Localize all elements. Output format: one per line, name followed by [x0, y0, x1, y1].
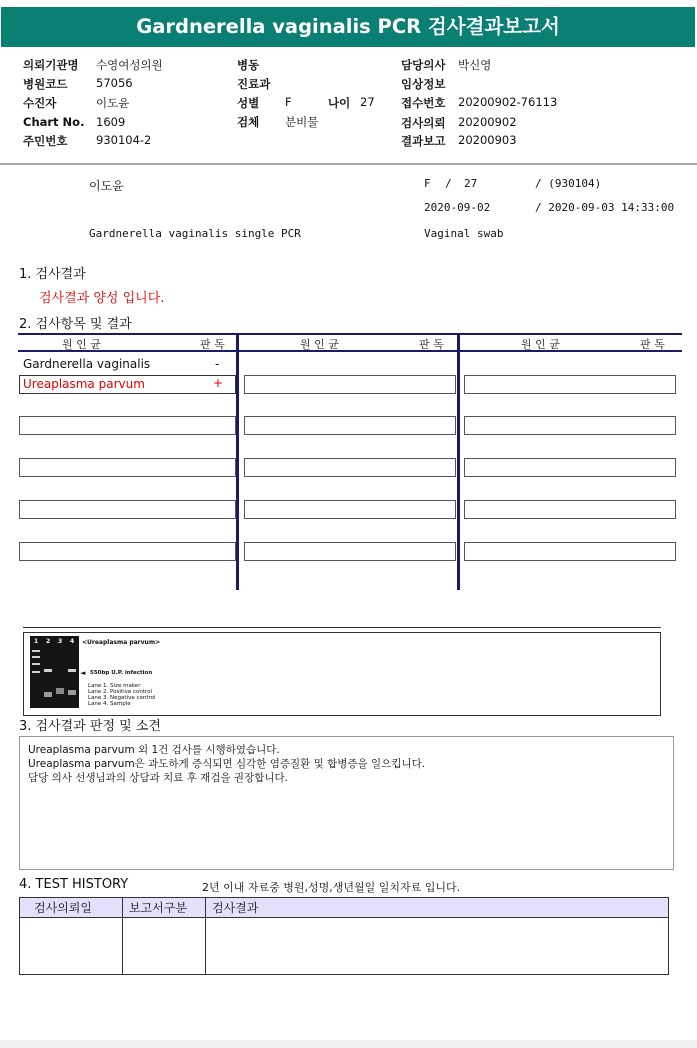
arrow-icon: ◄	[80, 669, 86, 677]
summary-age: 27	[464, 177, 478, 190]
patient-label: 수진자	[23, 96, 57, 110]
gel-band	[32, 656, 40, 658]
section2-heading: 2. 검사항목 및 결과	[19, 317, 132, 332]
history-cell	[123, 918, 206, 975]
sex-label: 성별	[237, 96, 260, 110]
history-col-header: 검사의뢰일	[20, 898, 123, 918]
gel-band	[44, 692, 52, 697]
history-col-header: 보고서구분	[123, 898, 206, 918]
gel-arrow-label: 550bp U.P. infection	[90, 670, 153, 676]
summary-test-name: Gardnerella vaginalis single PCR	[89, 227, 301, 240]
col-cause-1: 원 인 균	[62, 338, 101, 351]
empty-cell	[19, 416, 236, 435]
opinion-line: 담당 의사 선생님과의 상담과 치료 후 재검을 권장합니다.	[28, 772, 288, 784]
empty-cell	[464, 500, 676, 519]
doctor-label: 담당의사	[401, 58, 446, 72]
hospital-label: 의뢰기관명	[23, 58, 79, 72]
gel-legend: Lane 1. Size maker	[88, 683, 141, 689]
request-label: 검사의뢰	[401, 116, 446, 130]
specimen-value: 분비물	[285, 115, 319, 129]
ward-label: 병동	[237, 58, 260, 72]
opinion-line: Ureaplasma parvum은 과도하게 증식되면 심각한 염증질환 및 합병증을 일으킵니다.	[28, 758, 426, 770]
empty-cell	[244, 416, 456, 435]
history-table	[19, 897, 669, 975]
code-label: 병원코드	[23, 77, 68, 91]
section4-note: 2년 이내 자료중 병원,성명,생년월일 일치자료 입니다.	[202, 881, 461, 894]
hospital-value: 수영여성의원	[96, 58, 163, 72]
empty-cell	[244, 458, 456, 477]
gel-band	[44, 669, 52, 672]
gel-band	[68, 690, 76, 695]
specimen-label: 검체	[237, 115, 260, 129]
gel-band	[56, 688, 64, 694]
gel-band	[68, 669, 76, 672]
empty-cell	[244, 375, 456, 394]
image-divider	[23, 627, 661, 628]
section3-heading: 3. 검사결과 판정 및 소견	[19, 719, 161, 734]
resident-value: 930104-2	[96, 133, 152, 147]
empty-cell	[464, 458, 676, 477]
gel-band	[32, 663, 40, 665]
empty-cell	[19, 542, 236, 561]
empty-cell	[464, 542, 676, 561]
history-header-row	[20, 898, 669, 918]
code-value: 57056	[96, 76, 133, 90]
chart-value: 1609	[96, 115, 126, 129]
header-divider	[0, 163, 697, 165]
receipt-value: 20200902-76113	[458, 95, 558, 109]
gel-title: <Ureaplasma parvum>	[82, 639, 161, 646]
report-date-value: 20200903	[458, 133, 517, 147]
chart-label: Chart No.	[23, 115, 85, 129]
patient-value: 이도윤	[96, 96, 130, 110]
age-label: 나이	[328, 96, 351, 110]
lane-number: 1	[34, 638, 39, 645]
summary-specimen: Vaginal swab	[424, 227, 504, 240]
request-value: 20200902	[458, 115, 517, 129]
gel-legend: Lane 2. Positive control	[88, 689, 153, 695]
table-header-border	[18, 350, 682, 352]
summary-slash: /	[445, 177, 452, 190]
gel-band	[32, 650, 40, 652]
gel-band	[32, 671, 40, 673]
history-cell	[20, 918, 123, 975]
summary-date-request: 2020-09-02	[424, 201, 491, 214]
history-cell	[206, 918, 669, 975]
col-cause-2: 원 인 균	[300, 338, 339, 351]
empty-cell	[244, 542, 456, 561]
clinical-label: 임상정보	[401, 77, 446, 91]
report-title: Gardnerella vaginalis PCR 검사결과보고서	[1, 7, 695, 47]
gel-legend: Lane 3. Negative control	[88, 695, 156, 701]
result-row-value: +	[213, 376, 224, 390]
receipt-label: 접수번호	[401, 96, 446, 110]
empty-cell	[244, 500, 456, 519]
result-row-value: -	[215, 357, 220, 371]
sex-value: F	[285, 95, 292, 109]
summary-birth: / (930104)	[535, 177, 602, 190]
lane-number: 3	[58, 638, 63, 645]
dept-label: 진료과	[237, 77, 271, 91]
col-judge-2: 판 독	[419, 338, 444, 351]
section4-heading: 4. TEST HISTORY	[19, 877, 129, 892]
result-row-name: Gardnerella vaginalis	[23, 357, 151, 371]
col-cause-3: 원 인 균	[521, 338, 560, 351]
summary-sex: F	[424, 177, 431, 190]
empty-cell	[464, 375, 676, 394]
column-divider	[236, 333, 239, 590]
empty-cell	[19, 500, 236, 519]
resident-label: 주민번호	[23, 134, 68, 148]
empty-cell	[19, 458, 236, 477]
summary-date-report: / 2020-09-03 14:33:00	[535, 201, 675, 214]
opinion-line: Ureaplasma parvum 외 1건 검사를 시행하였습니다.	[28, 744, 280, 756]
gel-legend: Lane 4. Sample	[88, 701, 131, 707]
section1-result: 검사결과 양성 입니다.	[39, 291, 165, 306]
lane-number: 2	[46, 638, 51, 645]
column-divider	[457, 333, 460, 590]
summary-name: 이도윤	[89, 179, 124, 193]
age-value: 27	[360, 95, 375, 109]
table-top-border	[18, 333, 682, 335]
section1-heading: 1. 검사결과	[19, 267, 86, 282]
col-judge-1: 판 독	[200, 338, 225, 351]
history-empty-row	[20, 918, 669, 975]
empty-cell	[464, 416, 676, 435]
doctor-value: 박신영	[458, 58, 492, 72]
lane-number: 4	[70, 638, 75, 645]
history-col-header: 검사결과	[206, 898, 669, 918]
result-row-name: Ureaplasma parvum	[23, 377, 145, 391]
report-date-label: 결과보고	[401, 134, 446, 148]
col-judge-3: 판 독	[640, 338, 665, 351]
